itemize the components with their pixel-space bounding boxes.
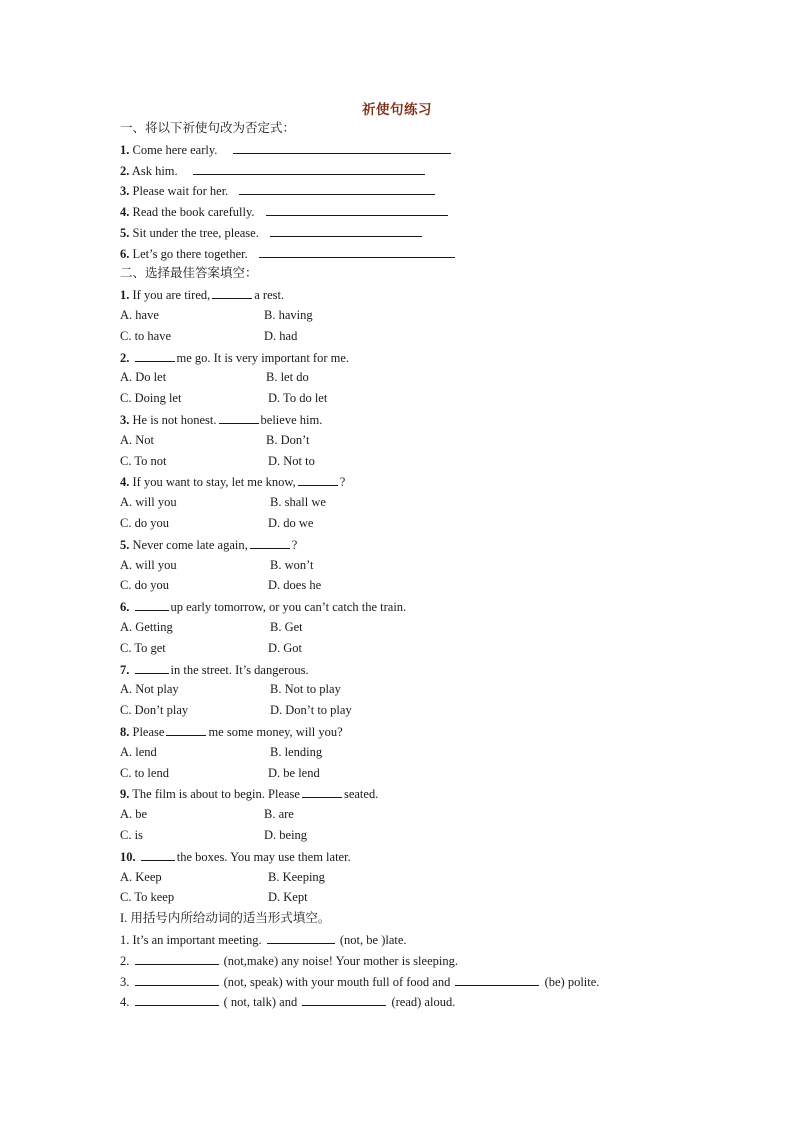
s2-question-9: 9. The film is about to begin. Please seated. [120, 787, 379, 801]
section1-heading: 一、将以下祈使句改为否定式： [120, 121, 296, 135]
option-b[interactable]: B. Not to play [270, 682, 341, 696]
option-b[interactable]: B. let do [266, 370, 309, 384]
option-c[interactable]: C. Don’t play [120, 703, 189, 717]
answer-blank[interactable] [302, 786, 342, 798]
s2-question-5: 5. Never come late again, ? [120, 538, 298, 552]
section3-heading: I. 用括号内所给动词的适当形式填空。 [120, 911, 331, 925]
s1-item-3: 3. Please wait for her. [120, 183, 437, 199]
s2-question-4: 4. If you want to stay, let me know, ? [120, 475, 346, 489]
option-d[interactable]: D. does he [268, 578, 322, 592]
s3-item-4: 4. ( not, talk) and (read) aloud. [120, 995, 456, 1009]
answer-blank[interactable] [135, 974, 219, 986]
answer-blank[interactable] [193, 163, 425, 175]
option-d[interactable]: D. Don’t to play [270, 703, 352, 717]
option-b[interactable]: B. are [264, 807, 294, 821]
s2-question-6: 6. up early tomorrow, or you can’t catch the train. [120, 600, 407, 614]
option-c[interactable]: C. Doing let [120, 391, 182, 405]
option-a[interactable]: A. lend [120, 745, 157, 759]
option-b[interactable]: B. won’t [270, 558, 314, 572]
answer-blank[interactable] [455, 974, 539, 986]
s2-question-1: 1. If you are tired, a rest. [120, 288, 285, 302]
s1-item-6: 6. Let’s go there together. [120, 246, 457, 262]
s2-question-2: 2. me go. It is very important for me. [120, 351, 350, 365]
option-a[interactable]: A. Getting [120, 620, 173, 634]
s1-item-5: 5. Sit under the tree, please. [120, 225, 424, 241]
option-a[interactable]: A. be [120, 807, 148, 821]
s3-item-1: 1. It’s an important meeting. (not, be )late. [120, 933, 407, 947]
answer-blank[interactable] [135, 350, 175, 362]
s2-question-3: 3. He is not honest. believe him. [120, 413, 323, 427]
s2-question-7: 7. in the street. It’s dangerous. [120, 663, 309, 677]
option-c[interactable]: C. To get [120, 641, 166, 655]
option-b[interactable]: B. lending [270, 745, 323, 759]
section2-heading: 二、选择最佳答案填空： [120, 266, 258, 280]
answer-blank[interactable] [135, 599, 169, 611]
answer-blank[interactable] [135, 953, 219, 965]
option-a[interactable]: A. Do let [120, 370, 167, 384]
s3-item-3: 3. (not, speak) with your mouth full of food and (be) polite. [120, 975, 600, 989]
s1-item-4: 4. Read the book carefully. [120, 204, 450, 220]
option-d[interactable]: D. do we [268, 516, 314, 530]
option-c[interactable]: C. is [120, 828, 143, 842]
option-c[interactable]: C. do you [120, 578, 169, 592]
option-c[interactable]: C. to have [120, 329, 172, 343]
answer-blank[interactable] [135, 994, 219, 1006]
answer-blank[interactable] [166, 724, 206, 736]
option-d[interactable]: D. Not to [268, 454, 315, 468]
s1-item-1: 1. Come here early. [120, 142, 453, 158]
s2-question-8: 8. Please me some money, will you? [120, 725, 343, 739]
answer-blank[interactable] [298, 474, 338, 486]
answer-blank[interactable] [302, 994, 386, 1006]
option-d[interactable]: D. be lend [268, 766, 320, 780]
answer-blank[interactable] [212, 287, 252, 299]
option-d[interactable]: D. had [264, 329, 298, 343]
option-d[interactable]: D. Kept [268, 890, 308, 904]
answer-blank[interactable] [233, 142, 451, 154]
s3-item-2: 2. (not,make) any noise! Your mother is sleeping. [120, 954, 458, 968]
option-a[interactable]: A. will you [120, 558, 177, 572]
page-title: 祈使句练习 [362, 102, 432, 117]
option-b[interactable]: B. shall we [270, 495, 326, 509]
answer-blank[interactable] [259, 246, 455, 258]
answer-blank[interactable] [270, 225, 422, 237]
option-a[interactable]: A. have [120, 308, 159, 322]
option-c[interactable]: C. To not [120, 454, 167, 468]
s1-item-2: 2. Ask him. [120, 163, 427, 179]
option-b[interactable]: B. Don’t [266, 433, 310, 447]
option-a[interactable]: A. Not [120, 433, 155, 447]
option-b[interactable]: B. Get [270, 620, 303, 634]
option-b[interactable]: B. Keeping [268, 870, 325, 884]
answer-blank[interactable] [141, 849, 175, 861]
answer-blank[interactable] [219, 412, 259, 424]
option-c[interactable]: C. To keep [120, 890, 175, 904]
answer-blank[interactable] [250, 537, 290, 549]
answer-blank[interactable] [266, 204, 448, 216]
answer-blank[interactable] [135, 662, 169, 674]
option-c[interactable]: C. to lend [120, 766, 169, 780]
s2-question-10: 10. the boxes. You may use them later. [120, 850, 351, 864]
option-c[interactable]: C. do you [120, 516, 169, 530]
option-a[interactable]: A. Not play [120, 682, 179, 696]
answer-blank[interactable] [239, 183, 435, 195]
option-a[interactable]: A. will you [120, 495, 177, 509]
option-d[interactable]: D. To do let [268, 391, 328, 405]
option-b[interactable]: B. having [264, 308, 313, 322]
option-d[interactable]: D. being [264, 828, 308, 842]
option-d[interactable]: D. Got [268, 641, 303, 655]
option-a[interactable]: A. Keep [120, 870, 162, 884]
answer-blank[interactable] [267, 932, 335, 944]
